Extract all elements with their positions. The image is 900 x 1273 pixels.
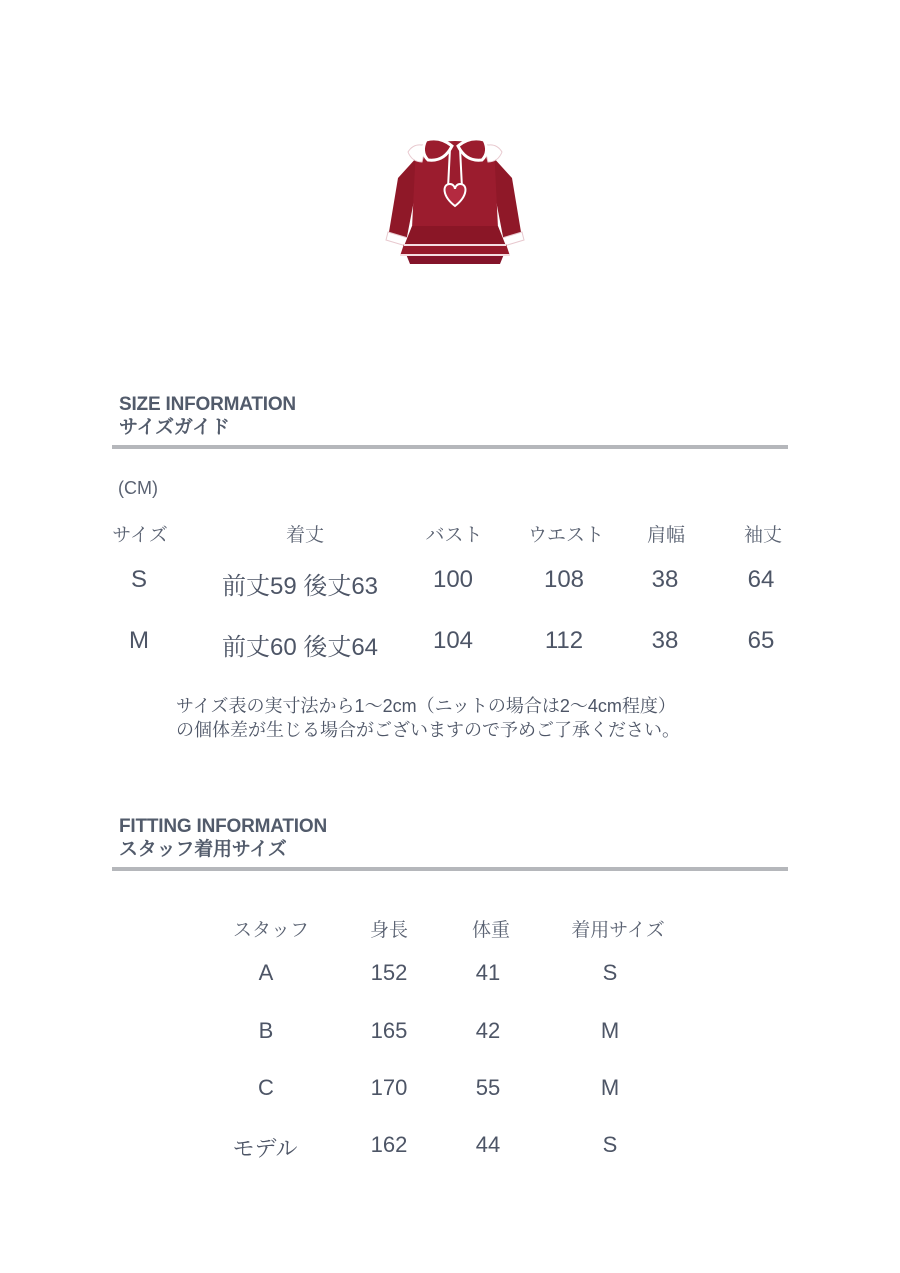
staff-b-name: B bbox=[258, 1018, 274, 1043]
size-note bbox=[176, 694, 680, 742]
size-title-jp: サイズガイド bbox=[119, 417, 230, 438]
header-staff: スタッフ bbox=[232, 920, 310, 941]
unit-label: (CM) bbox=[118, 478, 158, 498]
fitting-title-jp: スタッフ着用サイズ bbox=[119, 839, 287, 860]
row-m-size: M bbox=[129, 627, 149, 654]
row-m-waist: 112 bbox=[544, 627, 584, 654]
header-weight: 体重 bbox=[471, 920, 511, 941]
staff-c-weight: 55 bbox=[475, 1075, 501, 1100]
row-s-bust: 100 bbox=[432, 566, 474, 593]
header-sleeve: 袖丈 bbox=[743, 525, 783, 546]
fitting-section-divider bbox=[112, 867, 788, 871]
staff-b-size: M bbox=[600, 1018, 620, 1043]
staff-a-height: 152 bbox=[370, 960, 408, 985]
model-size: S bbox=[602, 1132, 618, 1157]
staff-a-weight: 41 bbox=[475, 960, 501, 985]
row-s-waist: 108 bbox=[543, 566, 585, 593]
row-s-shoulder: 38 bbox=[651, 566, 679, 593]
header-length: 着丈 bbox=[285, 525, 325, 546]
staff-c-height: 170 bbox=[370, 1075, 408, 1100]
row-s-length: 前丈59 後丈63 bbox=[221, 573, 379, 600]
header-worn-size: 着用サイズ bbox=[571, 920, 665, 941]
fitting-title-en: FITTING INFORMATION bbox=[119, 816, 327, 837]
header-bust: バスト bbox=[425, 525, 483, 546]
staff-c-name: C bbox=[258, 1075, 274, 1100]
row-m-shoulder: 38 bbox=[651, 627, 679, 654]
skirt-layer-1 bbox=[404, 226, 506, 246]
red-dress-image bbox=[380, 128, 530, 273]
size-note-line-2: の個体差が生じる場合がございますので予めご了承ください。 bbox=[176, 720, 680, 740]
header-waist: ウエスト bbox=[527, 525, 605, 546]
size-note-line-1: サイズ表の実寸法から1〜2cm（ニットの場合は2〜4cm程度） bbox=[176, 696, 676, 716]
product-image bbox=[380, 128, 530, 273]
header-size: サイズ bbox=[112, 525, 168, 546]
row-m-bust: 104 bbox=[432, 627, 474, 654]
header-shoulder: 肩幅 bbox=[646, 525, 686, 546]
staff-b-weight: 42 bbox=[475, 1018, 501, 1043]
size-title-en: SIZE INFORMATION bbox=[119, 394, 296, 415]
row-s-size: S bbox=[130, 566, 148, 593]
row-s-sleeve: 64 bbox=[747, 566, 775, 593]
model-height: 162 bbox=[370, 1132, 408, 1157]
model-name: モデル bbox=[232, 1136, 298, 1161]
model-weight: 44 bbox=[475, 1132, 501, 1157]
staff-c-size: M bbox=[600, 1075, 620, 1100]
size-section-title bbox=[119, 393, 296, 439]
staff-a-name: A bbox=[258, 960, 274, 985]
staff-a-size: S bbox=[602, 960, 618, 985]
row-m-length: 前丈60 後丈64 bbox=[221, 634, 379, 661]
fitting-section-title bbox=[119, 815, 327, 861]
staff-b-height: 165 bbox=[370, 1018, 408, 1043]
row-m-sleeve: 65 bbox=[747, 627, 775, 654]
size-section-divider bbox=[112, 445, 788, 449]
header-height: 身長 bbox=[369, 920, 409, 941]
